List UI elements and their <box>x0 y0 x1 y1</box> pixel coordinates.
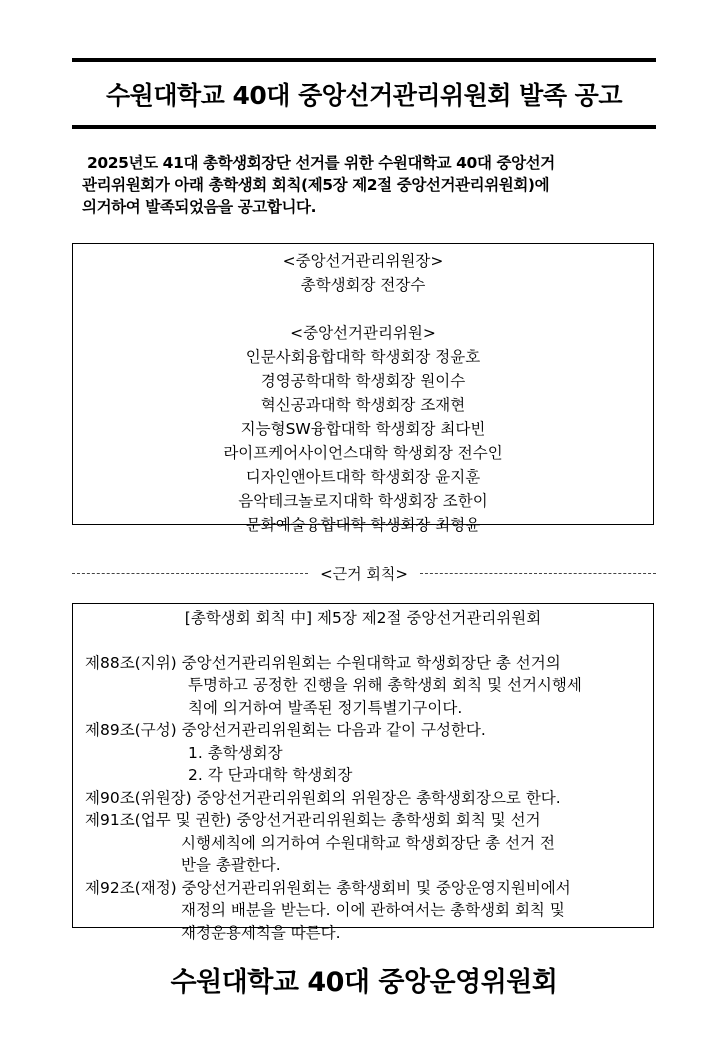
article-line: 제89조(구성) 중앙선거관리위원회는 다음과 같이 구성한다. <box>85 721 486 739</box>
article-90 <box>85 787 653 810</box>
article-line: 2. 각 단과대학 학생회장 <box>188 766 353 784</box>
issuer-signature: 수원대학교 40대 중앙운영위원회 <box>170 967 558 998</box>
members-box <box>72 243 654 534</box>
intro-line: 관리위원회가 아래 총학생회 회칙(제5장 제2절 중앙선거관리위원회)에 <box>82 176 550 194</box>
article-line: 투명하고 공정한 진행을 위해 총학생회 회칙 및 선거시행세 <box>188 676 582 694</box>
article-line: 시행세칙에 의거하여 수원대학교 학생회장단 총 선거 전 <box>181 833 555 852</box>
member-item: 라이프케어사이언스대학 학생회장 전수인 <box>223 444 503 462</box>
page-title: 수원대학교 40대 중앙선거관리위원회 발족 공고 <box>106 81 622 110</box>
intro-line: 2025년도 41대 총학생회장단 선거를 위한 수원대학교 40대 중앙선거 <box>82 154 555 172</box>
member-item: 디자인앤아트대학 학생회장 윤지훈 <box>245 468 481 486</box>
dashed-line <box>420 573 656 574</box>
article-line: 제88조(지위) 중앙선거관리위원회는 수원대학교 학생회장단 총 선거의 <box>85 653 561 672</box>
top-rule <box>72 58 656 62</box>
article-line: 제90조(위원장) 중앙선거관리위원회의 위원장은 총학생회장으로 한다. <box>85 788 561 807</box>
basis-label: <근거 회칙> <box>320 565 408 583</box>
dashed-line <box>72 573 308 574</box>
article-line: 재정의 배분을 받는다. 이에 관하여서는 총학생회 회칙 및 <box>181 901 565 919</box>
article-line: 칙에 의거하여 발족된 정기특별기구이다. <box>188 698 463 717</box>
member-item: 혁신공과대학 학생회장 조재현 <box>260 396 466 414</box>
rules-box <box>72 603 654 942</box>
chair-heading: <중앙선거관리위원장> <box>282 252 444 270</box>
intro-line: 의거하여 발족되었음을 공고합니다. <box>82 198 317 216</box>
member-item: 경영공학대학 학생회장 원이수 <box>260 372 466 390</box>
article-92 <box>85 877 653 945</box>
article-line: 1. 총학생회장 <box>188 743 283 762</box>
members-heading: <중앙선거관리위원> <box>290 324 436 342</box>
member-item: 인문사회융합대학 학생회장 정윤호 <box>245 348 481 366</box>
basis-divider <box>72 563 656 584</box>
article-line: 반을 총괄한다. <box>181 856 281 874</box>
member-item: 지능형SW융합대학 학생회장 최다빈 <box>240 420 486 438</box>
rules-header: [총학생회 회칙 中] 제5장 제2절 중앙선거관리위원회 <box>184 609 542 627</box>
member-item: 문화예술융합대학 학생회장 최형윤 <box>245 516 481 534</box>
article-line: 제91조(업무 및 권한) 중앙선거관리위원회는 총학생회 회칙 및 선거 <box>85 811 541 829</box>
chair-name: 총학생회장 전장수 <box>300 276 426 294</box>
intro-paragraph <box>82 152 662 218</box>
article-88 <box>85 652 653 720</box>
member-item: 음악테크놀로지대학 학생회장 조한이 <box>238 492 488 510</box>
article-line: 제92조(재정) 중앙선거관리위원회는 총학생회비 및 중앙운영지원비에서 <box>85 878 571 897</box>
article-89 <box>85 719 653 787</box>
article-91 <box>85 809 653 877</box>
title-bottom-rule <box>72 125 656 129</box>
article-line: 재정운용세칙을 따른다. <box>181 923 341 942</box>
